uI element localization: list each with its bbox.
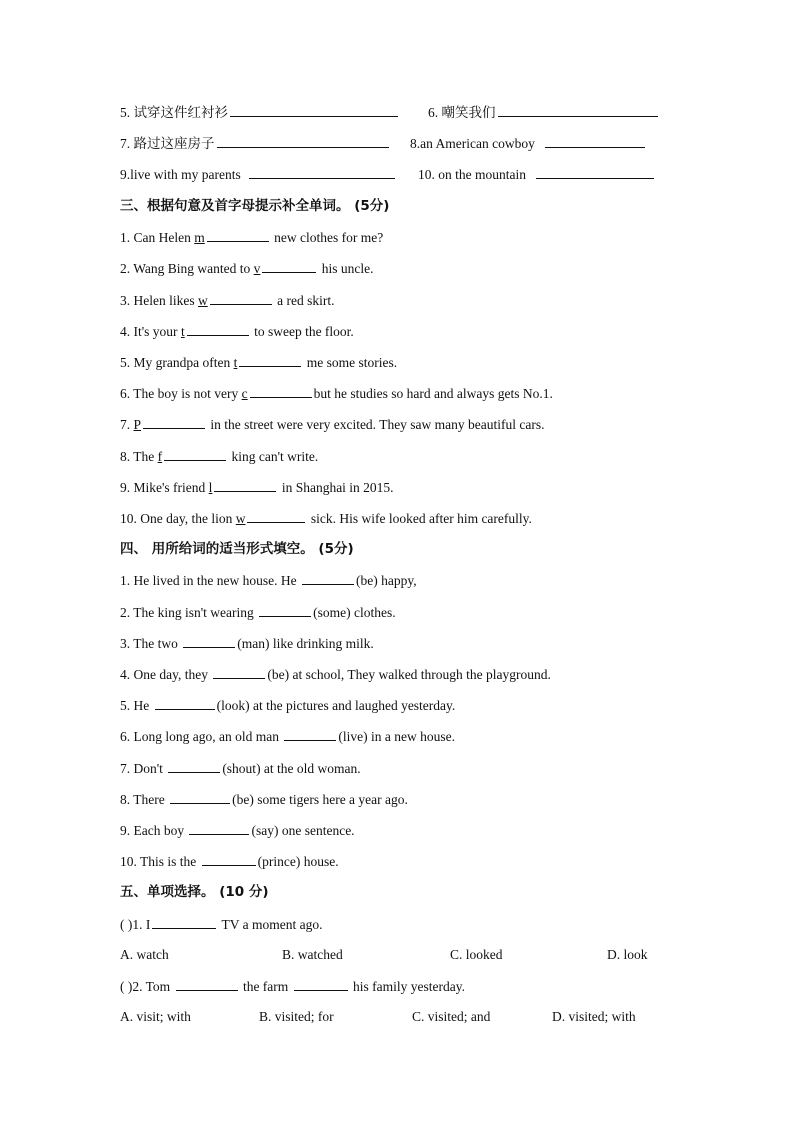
answer-blank[interactable] (250, 382, 312, 398)
s4-item-9: 9. Each boy (say) one sentence. (120, 819, 680, 841)
s4-item-4: 4. One day, they (be) at school, They walked through the playground. (120, 663, 680, 685)
answer-blank[interactable] (155, 694, 215, 710)
answer-blank[interactable] (202, 850, 256, 866)
section-5-title: 五、单项选择。 (10 分) (120, 884, 269, 900)
s3-item-6: 6. The boy is not very c but he studies so hard and always gets No.1. (120, 382, 680, 404)
answer-blank[interactable] (239, 351, 301, 367)
answer-blank[interactable] (536, 163, 654, 179)
s4-item-6: 6. Long long ago, an old man (live) in a new house. (120, 725, 680, 747)
s4-item-1: 1. He lived in the new house. He (be) happy, (120, 569, 680, 591)
s4-item-5: 5. He (look) at the pictures and laughed yesterday. (120, 694, 680, 716)
s3-item-1: 1. Can Helen m new clothes for me? (120, 226, 680, 248)
item-number: 8. (410, 136, 421, 151)
option-d[interactable]: D. look (607, 947, 648, 962)
answer-blank[interactable] (189, 819, 249, 835)
answer-blank[interactable] (294, 975, 348, 991)
option-c[interactable]: C. visited; and (412, 1009, 491, 1024)
item-number: 10. (418, 167, 435, 182)
answer-blank[interactable] (170, 788, 230, 804)
s4-item-8: 8. There (be) some tigers here a year ago. (120, 788, 680, 810)
s3-item-7: 7. P in the street were very excited. They saw many beautiful cars. (120, 413, 680, 435)
section-3-title: 三、根据句意及首字母提示补全单词。 (5分) (120, 198, 390, 214)
phrase-text: 嘲笑我们 (441, 105, 496, 121)
phrase-row-9-10 (120, 163, 680, 185)
option-a[interactable]: A. visit; with (120, 1009, 191, 1024)
phrase-text: live with my parents (130, 167, 241, 182)
s3-item-4: 4. It's your t to sweep the floor. (120, 320, 680, 342)
answer-blank[interactable] (143, 413, 205, 429)
answer-blank[interactable] (210, 289, 272, 305)
s4-item-2: 2. The king isn't wearing (some) clothes. (120, 601, 680, 623)
answer-blank[interactable] (183, 632, 235, 648)
s3-item-9: 9. Mike's friend l in Shanghai in 2015. (120, 476, 680, 498)
phrase-text: 试穿这件红衬衫 (133, 105, 228, 121)
s5-q1: ( )1. I TV a moment ago. (120, 913, 680, 935)
answer-blank[interactable] (498, 101, 658, 117)
answer-blank[interactable] (214, 476, 276, 492)
phrase-text: an American cowboy (420, 136, 535, 151)
answer-blank[interactable] (262, 257, 316, 273)
answer-blank[interactable] (152, 913, 216, 929)
s3-item-8: 8. The f king can't write. (120, 445, 680, 467)
phrase-row-5-6 (120, 101, 680, 123)
s4-item-10: 10. This is the (prince) house. (120, 850, 680, 872)
phrase-row-7-8 (120, 132, 680, 154)
item-number: 9. (120, 167, 131, 182)
answer-blank[interactable] (302, 569, 354, 585)
option-c[interactable]: C. looked (450, 947, 503, 962)
answer-blank[interactable] (249, 163, 395, 179)
answer-blank[interactable] (164, 445, 226, 461)
answer-blank[interactable] (217, 132, 389, 148)
s3-item-2: 2. Wang Bing wanted to v his uncle. (120, 257, 680, 279)
item-number: 5. (120, 105, 131, 120)
answer-blank[interactable] (230, 101, 398, 117)
s5-q2-options (120, 1006, 680, 1028)
answer-blank[interactable] (213, 663, 265, 679)
section-4-title: 四、 用所给词的适当形式填空。 (5分) (120, 541, 354, 557)
s3-item-5: 5. My grandpa often t me some stories. (120, 351, 680, 373)
answer-blank[interactable] (176, 975, 238, 991)
s5-q2: ( )2. Tom the farm his family yesterday. (120, 975, 680, 997)
option-d[interactable]: D. visited; with (552, 1009, 636, 1024)
answer-blank[interactable] (259, 601, 311, 617)
answer-blank[interactable] (187, 320, 249, 336)
s4-item-7: 7. Don't (shout) at the old woman. (120, 757, 680, 779)
option-b[interactable]: B. watched (282, 947, 343, 962)
s3-item-3: 3. Helen likes w a red skirt. (120, 289, 680, 311)
item-number: 7. (120, 136, 131, 151)
answer-blank[interactable] (545, 132, 645, 148)
answer-blank[interactable] (247, 507, 305, 523)
s5-q1-options (120, 944, 680, 966)
answer-blank[interactable] (168, 757, 220, 773)
answer-blank[interactable] (207, 226, 269, 242)
s3-item-10: 10. One day, the lion w sick. His wife looked after him carefully. (120, 507, 680, 529)
phrase-text: on the mountain (438, 167, 526, 182)
option-b[interactable]: B. visited; for (259, 1009, 334, 1024)
item-number: 6. (428, 105, 439, 120)
phrase-text: 路过这座房子 (133, 136, 215, 152)
option-a[interactable]: A. watch (120, 947, 169, 962)
answer-blank[interactable] (284, 725, 336, 741)
s4-item-3: 3. The two (man) like drinking milk. (120, 632, 680, 654)
